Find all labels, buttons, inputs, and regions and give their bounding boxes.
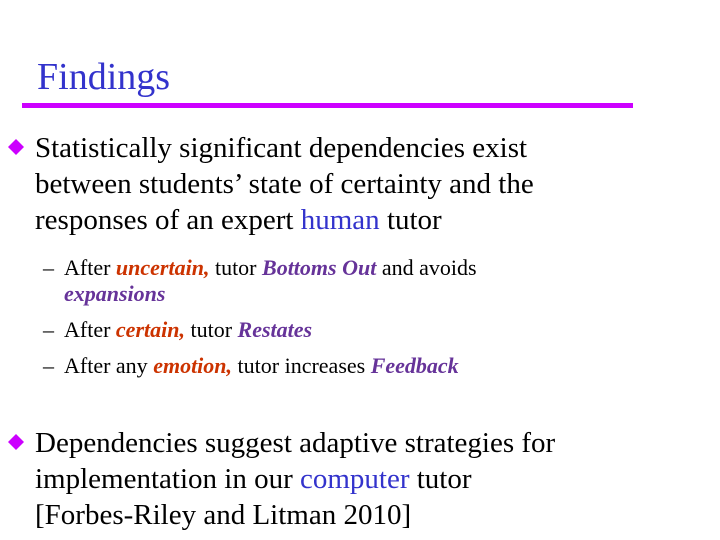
- sub-line: [64, 255, 683, 281]
- dash-marker: –: [43, 353, 54, 378]
- highlight-human: human: [300, 204, 380, 236]
- text-span: tutor: [409, 463, 472, 495]
- text-span: After: [64, 317, 116, 342]
- sub-line: [64, 281, 683, 307]
- bullet-line: Statistically significant dependencies exist: [35, 132, 528, 164]
- highlight-certain: certain,: [115, 317, 185, 342]
- bullet-line: between students’ state of certainty and the: [35, 168, 534, 200]
- diamond-bullet-icon: [8, 139, 24, 155]
- text-span: tutor: [209, 255, 263, 280]
- highlight-restates: Restates: [237, 317, 313, 342]
- text-span: After: [64, 255, 116, 280]
- sub-item-2: [43, 317, 683, 343]
- bullet-item-1: [8, 130, 708, 238]
- highlight-uncertain: uncertain,: [115, 255, 210, 280]
- highlight-bottoms-out: Bottoms Out: [262, 255, 377, 280]
- bullet-text: [35, 425, 708, 533]
- diamond-bullet-icon: [8, 434, 24, 450]
- text-span: tutor: [379, 204, 442, 236]
- highlight-computer: computer: [299, 463, 410, 495]
- sub-line: [64, 353, 683, 379]
- text-span: implementation in our: [35, 463, 300, 495]
- text-span: tutor increases: [232, 353, 371, 378]
- text-span: After any: [64, 353, 154, 378]
- dash-marker: –: [43, 317, 54, 342]
- text-span: responses of an expert: [35, 204, 301, 236]
- bullet-line: Dependencies suggest adaptive strategies for: [35, 427, 556, 459]
- bullet-line citation: [Forbes-Riley and Litman 2010]: [35, 499, 412, 531]
- highlight-feedback: Feedback: [370, 353, 459, 378]
- title-underline: [22, 103, 633, 108]
- bullet-item-2: [8, 425, 708, 533]
- slide-title: Findings: [37, 56, 171, 98]
- sub-line: [64, 317, 683, 343]
- sub-item-1: [43, 255, 683, 307]
- bullet-line: [35, 202, 708, 238]
- highlight-emotion: emotion,: [153, 353, 233, 378]
- bullet-text: [35, 130, 708, 238]
- sub-item-3: [43, 353, 683, 379]
- highlight-expansions: expansions: [64, 281, 166, 306]
- bullet-line: [35, 461, 708, 497]
- sub-list: [43, 255, 683, 379]
- dash-marker: –: [43, 255, 54, 280]
- text-span: tutor: [184, 317, 238, 342]
- text-span: and avoids: [376, 255, 477, 280]
